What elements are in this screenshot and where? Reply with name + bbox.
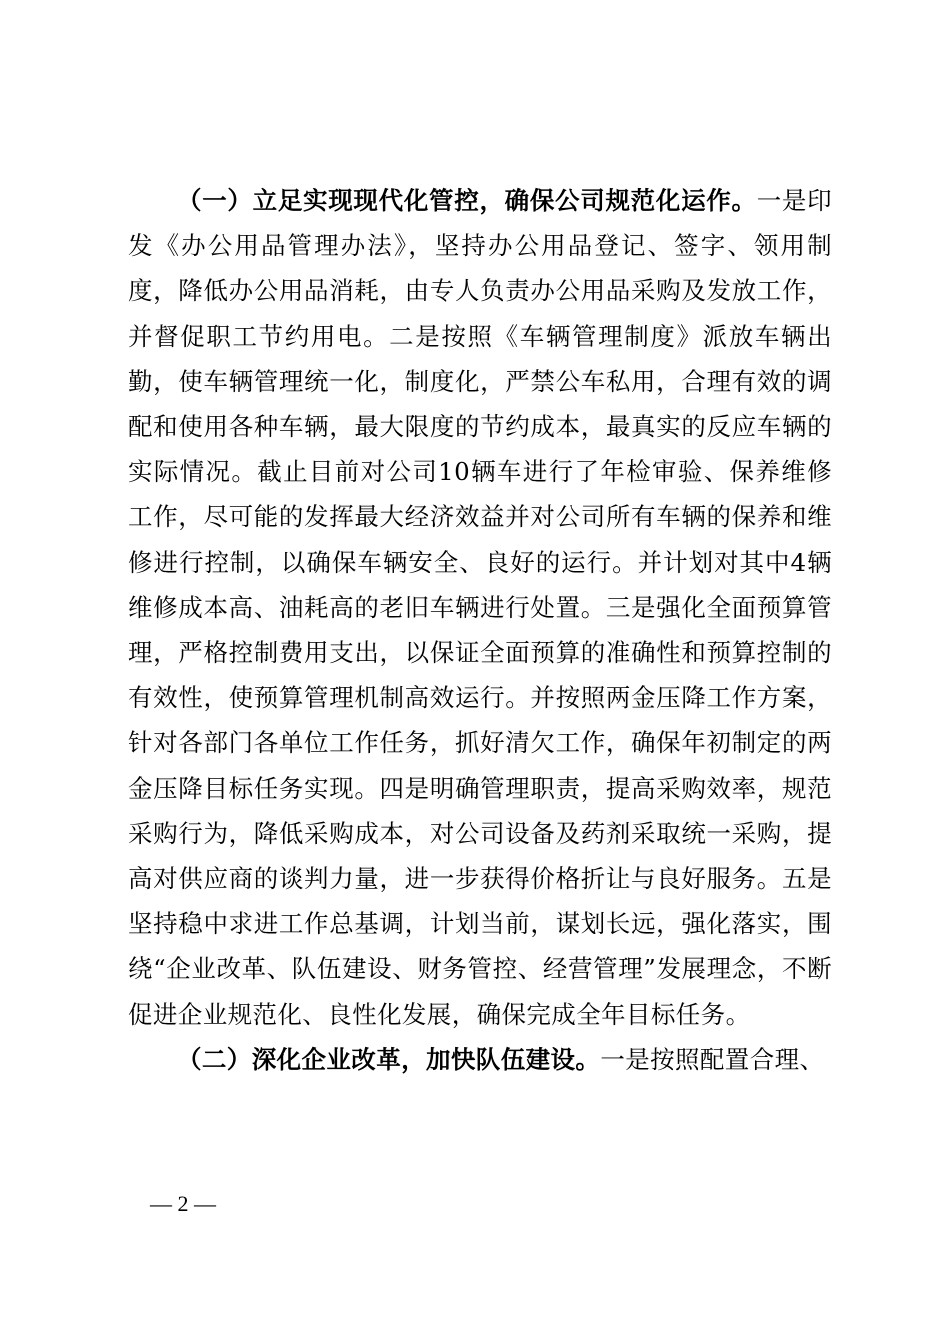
- paragraph-2-heading: （二）深化企业改革，加快队伍建设。: [177, 1044, 601, 1074]
- paragraph-2: [128, 1037, 832, 1082]
- page-number: — 2 —: [150, 1191, 216, 1216]
- paragraph-1-heading: （一）立足实现现代化管控，确保公司规范化运作。: [177, 186, 757, 215]
- body-text: [128, 178, 832, 1082]
- paragraph-1-body: 一是印发《办公用品管理办法》，坚持办公用品登记、签字、领用制度，降低办公用品消耗，由专人负责办公用品采购及发放工作，并督促职工节约用电。二是按照《车辆管理制度》派放车辆出勤，使车辆管理统一化，制度化，严禁公车私用，合理有效的调配和使用各种车辆，最大限度的节约成本，最真实的反应车辆的实际情况。截止目前对公司10辆车进行了年检审验、保养维修工作，尽可能的发挥最大经济效益并对公司所有车辆的保养和维修进行控制，以确保车辆安全、良好的运行。并计划对其中4辆维修成本高、油耗高的老旧车辆进行处置。三是强化全面预算管理，严格控制费用支出，以保证全面预算的准确性和预算控制的有效性，使预算管理机制高效运行。并按照两金压降工作方案，针对各部门各单位工作任务，抓好清欠工作，确保年初制定的两金压降目标任务实现。四是明确管理职责，提高采购效率，规范采购行为，降低采购成本，对公司设备及药剂采取统一采购，提高对供应商的谈判力量，进一步获得价格折让与良好服务。五是坚持稳中求进工作总基调，计划当前，谋划长远，强化落实，围绕“企业改革、队伍建设、财务管控、经营管理”发展理念，不断促进企业规范化、良性化发展，确保完成全年目标任务。: [128, 186, 832, 1029]
- paragraph-2-body: 一是按照配置合理、: [600, 1044, 825, 1074]
- paragraph-1: [128, 178, 832, 1037]
